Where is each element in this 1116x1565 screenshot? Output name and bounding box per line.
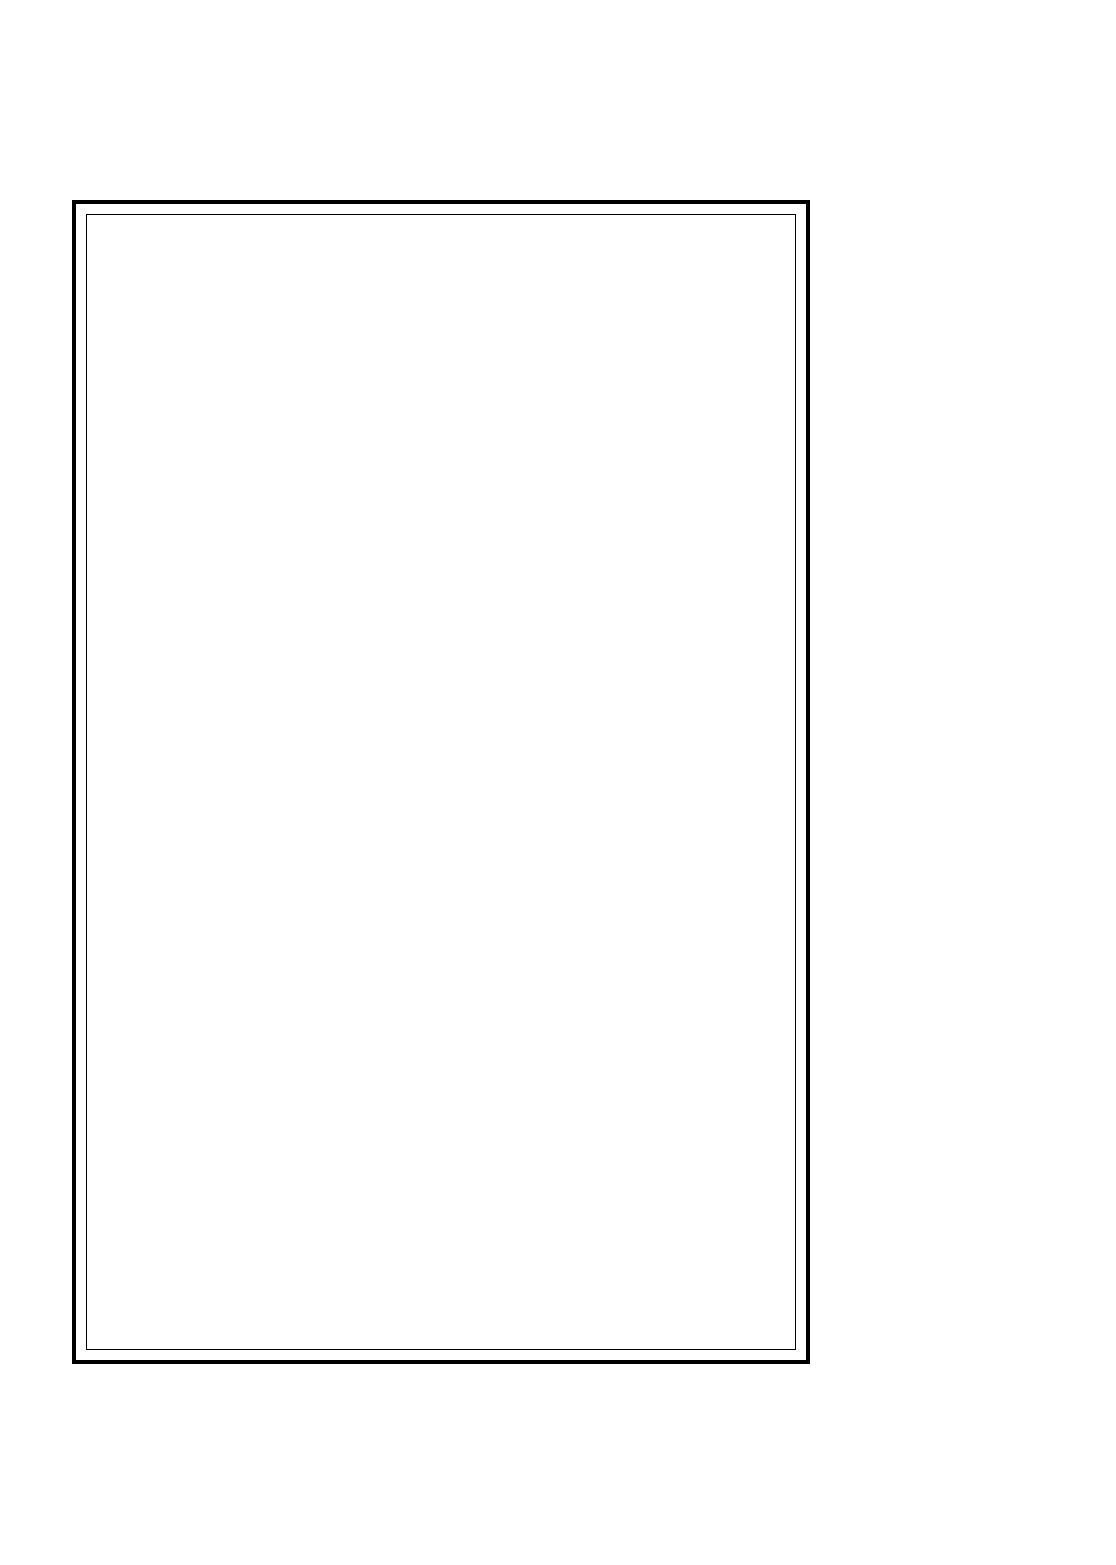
margin-notes: [818, 208, 1050, 1358]
main-text-bottom: [90, 1372, 1026, 1482]
commentary-block: [24, 216, 714, 1351]
main-text-top: [90, 88, 1026, 200]
